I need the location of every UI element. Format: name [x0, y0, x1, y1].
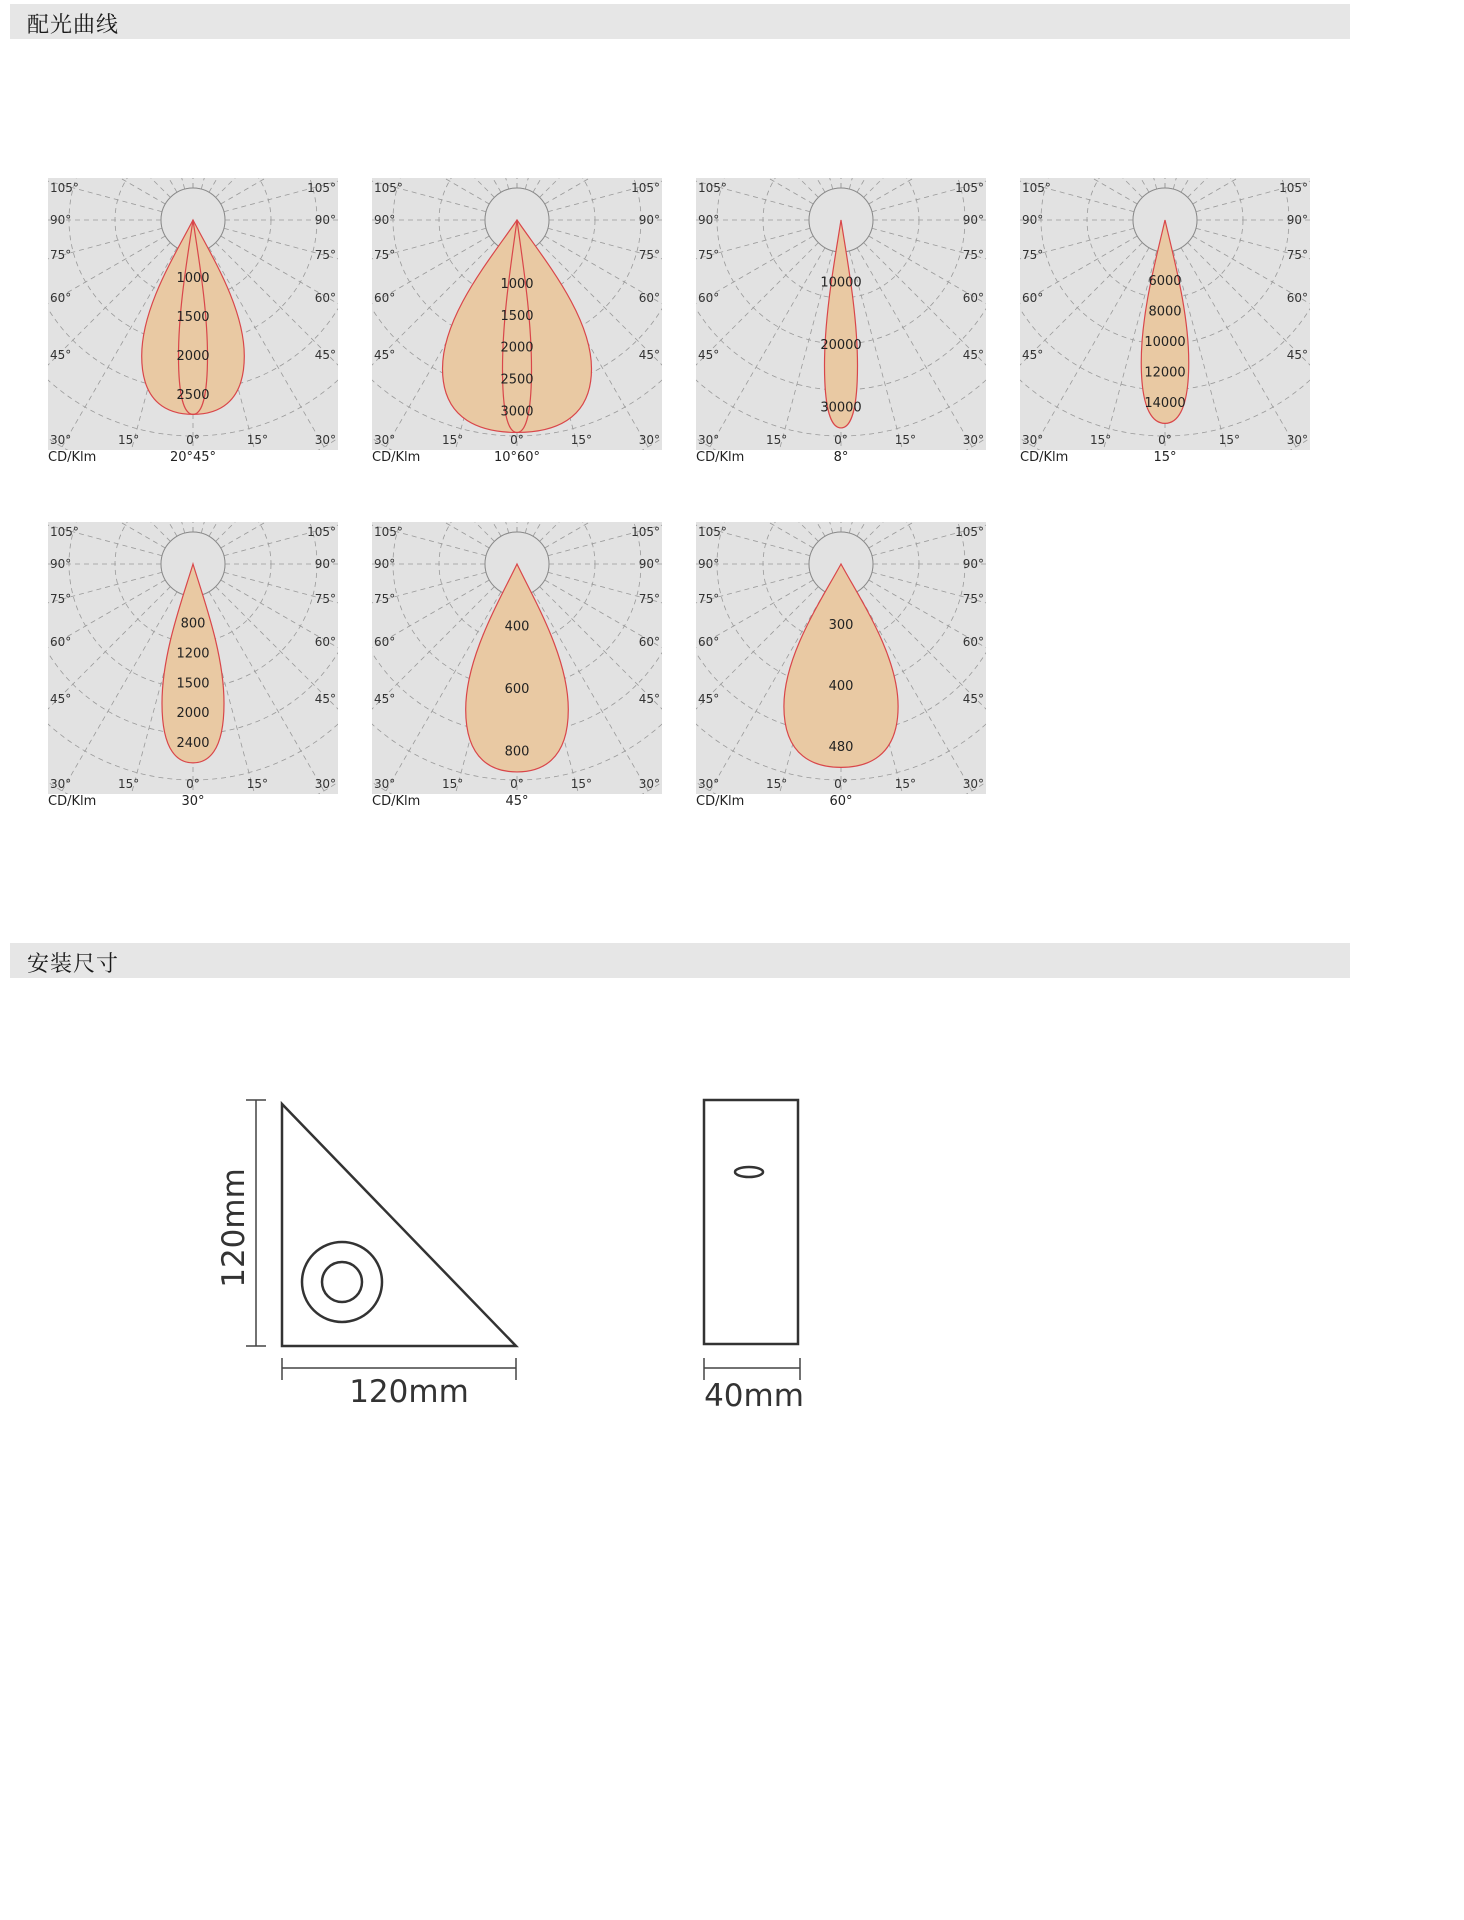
beam-angle-label: 45° — [505, 794, 529, 809]
intensity-label: 1200 — [176, 646, 210, 662]
intensity-label: 400 — [828, 679, 854, 695]
angle-label-left: 45° — [698, 692, 720, 706]
beam-angle-label: 60° — [829, 794, 853, 809]
intensity-label: 2500 — [500, 372, 534, 388]
angle-label-left: 60° — [1022, 291, 1044, 305]
intensity-label: 1000 — [176, 271, 210, 287]
angle-label-right: 75° — [638, 248, 660, 262]
angle-label-left: 90° — [50, 557, 72, 571]
angle-label-left: 45° — [374, 692, 396, 706]
angle-label-right: 75° — [638, 592, 660, 606]
angle-label-right: 45° — [638, 692, 660, 706]
angle-label-right: 30° — [638, 777, 660, 791]
intensity-label: 14000 — [1144, 396, 1186, 412]
angle-label-right: 75° — [1286, 248, 1308, 262]
angle-label-right: 15° — [894, 777, 916, 791]
angle-label-center: 0° — [834, 433, 848, 447]
side-width-label: 40mm — [704, 1378, 804, 1414]
intensity-label: 6000 — [1148, 274, 1182, 290]
angle-label-right: 60° — [962, 635, 984, 649]
unit-label: CD/Klm — [372, 794, 421, 809]
angle-label-right: 105° — [955, 525, 984, 539]
intensity-label: 800 — [504, 744, 530, 760]
angle-label-right: 45° — [962, 692, 984, 706]
angle-label-left: 105° — [374, 525, 403, 539]
angle-label-left: 75° — [374, 248, 396, 262]
angle-label-right: 105° — [307, 181, 336, 195]
angle-label-right: 75° — [962, 248, 984, 262]
angle-label-left: 15° — [766, 433, 788, 447]
angle-label-left: 15° — [442, 777, 464, 791]
angle-label-left: 45° — [1022, 348, 1044, 362]
angle-label-right: 30° — [1286, 433, 1308, 447]
angle-label-right: 15° — [1218, 433, 1240, 447]
angle-label-left: 30° — [1022, 433, 1044, 447]
unit-label: CD/Klm — [48, 450, 97, 465]
angle-label-left: 15° — [118, 777, 140, 791]
angle-label-right: 45° — [314, 348, 336, 362]
angle-label-left: 75° — [50, 592, 72, 606]
angle-label-left: 60° — [698, 635, 720, 649]
angle-label-left: 105° — [50, 181, 79, 195]
angle-label-left: 30° — [698, 433, 720, 447]
angle-label-right: 60° — [638, 635, 660, 649]
angle-label-center: 0° — [186, 777, 200, 791]
angle-label-right: 90° — [314, 557, 336, 571]
intensity-label: 300 — [828, 618, 854, 634]
angle-label-right: 75° — [314, 592, 336, 606]
angle-label-right: 105° — [631, 181, 660, 195]
intensity-label: 2500 — [176, 387, 210, 403]
section-title: 配光曲线 — [27, 13, 120, 38]
angle-label-left: 45° — [698, 348, 720, 362]
intensity-label: 10000 — [1144, 335, 1186, 351]
angle-label-center: 0° — [510, 777, 524, 791]
unit-label: CD/Klm — [696, 794, 745, 809]
intensity-label: 2000 — [176, 706, 210, 722]
angle-label-left: 60° — [50, 635, 72, 649]
angle-label-left: 30° — [50, 777, 72, 791]
beam-angle-label: 15° — [1153, 450, 1177, 465]
angle-label-left: 60° — [698, 291, 720, 305]
angle-label-left: 90° — [50, 213, 72, 227]
angle-label-center: 0° — [834, 777, 848, 791]
section-title: 安装尺寸 — [27, 952, 120, 977]
angle-label-right: 30° — [638, 433, 660, 447]
angle-label-right: 90° — [638, 557, 660, 571]
intensity-label: 480 — [828, 740, 854, 756]
angle-label-right: 105° — [1279, 181, 1308, 195]
angle-label-left: 75° — [698, 248, 720, 262]
triangle-width-label: 120mm — [349, 1374, 469, 1410]
angle-label-right: 45° — [638, 348, 660, 362]
angle-label-left: 30° — [374, 777, 396, 791]
angle-label-left: 105° — [1022, 181, 1051, 195]
angle-label-right: 45° — [962, 348, 984, 362]
angle-label-right: 90° — [314, 213, 336, 227]
intensity-label: 800 — [180, 616, 206, 632]
angle-label-left: 75° — [50, 248, 72, 262]
intensity-label: 2000 — [500, 340, 534, 356]
angle-label-left: 45° — [50, 692, 72, 706]
angle-label-left: 60° — [374, 291, 396, 305]
beam-angle-label: 10°60° — [493, 450, 541, 465]
angle-label-left: 30° — [698, 777, 720, 791]
angle-label-right: 105° — [631, 525, 660, 539]
angle-label-left: 90° — [374, 213, 396, 227]
angle-label-right: 60° — [638, 291, 660, 305]
intensity-label: 2400 — [176, 735, 210, 751]
angle-label-left: 60° — [50, 291, 72, 305]
unit-label: CD/Klm — [372, 450, 421, 465]
angle-label-right: 90° — [1286, 213, 1308, 227]
angle-label-left: 15° — [442, 433, 464, 447]
beam-angle-label: 30° — [181, 794, 205, 809]
angle-label-right: 15° — [570, 777, 592, 791]
angle-label-right: 15° — [246, 433, 268, 447]
side-view — [704, 1100, 804, 1414]
mounting-slot — [735, 1167, 763, 1177]
angle-label-left: 15° — [118, 433, 140, 447]
angle-label-right: 15° — [570, 433, 592, 447]
intensity-label: 10000 — [820, 275, 862, 291]
intensity-label: 1000 — [500, 276, 534, 292]
intensity-label: 400 — [504, 619, 530, 635]
intensity-label: 1500 — [176, 676, 210, 692]
intensity-label: 30000 — [820, 400, 862, 416]
angle-label-left: 30° — [374, 433, 396, 447]
angle-label-right: 60° — [314, 291, 336, 305]
angle-label-left: 105° — [50, 525, 79, 539]
angle-label-right: 105° — [307, 525, 336, 539]
angle-label-right: 45° — [314, 692, 336, 706]
intensity-label: 1500 — [176, 310, 210, 326]
angle-label-right: 105° — [955, 181, 984, 195]
angle-label-left: 75° — [374, 592, 396, 606]
angle-label-center: 0° — [1158, 433, 1172, 447]
intensity-label: 20000 — [820, 337, 862, 353]
angle-label-left: 45° — [50, 348, 72, 362]
beam-angle-label: 8° — [833, 450, 849, 465]
intensity-label: 12000 — [1144, 365, 1186, 381]
angle-label-right: 15° — [246, 777, 268, 791]
unit-label: CD/Klm — [696, 450, 745, 465]
angle-label-right: 60° — [962, 291, 984, 305]
intensity-label: 3000 — [500, 404, 534, 420]
angle-label-right: 30° — [962, 433, 984, 447]
intensity-label: 2000 — [176, 348, 210, 364]
angle-label-right: 30° — [962, 777, 984, 791]
intensity-label: 1500 — [500, 308, 534, 324]
angle-label-right: 30° — [314, 433, 336, 447]
angle-label-left: 60° — [374, 635, 396, 649]
triangle-height-label: 120mm — [216, 1168, 252, 1288]
angle-label-left: 90° — [374, 557, 396, 571]
triangle-front-view — [216, 1100, 516, 1410]
lens-inner-ring — [322, 1262, 362, 1302]
angle-label-left: 15° — [1090, 433, 1112, 447]
angle-label-right: 30° — [314, 777, 336, 791]
angle-label-right: 90° — [962, 557, 984, 571]
angle-label-left: 105° — [374, 181, 403, 195]
angle-label-right: 60° — [1286, 291, 1308, 305]
intensity-label: 600 — [504, 681, 530, 697]
beam-angle-label: 20°45° — [169, 450, 217, 465]
angle-label-left: 15° — [766, 777, 788, 791]
angle-label-left: 90° — [698, 213, 720, 227]
angle-label-right: 90° — [962, 213, 984, 227]
angle-label-left: 105° — [698, 181, 727, 195]
angle-label-right: 60° — [314, 635, 336, 649]
angle-label-right: 45° — [1286, 348, 1308, 362]
intensity-label: 8000 — [1148, 304, 1182, 320]
angle-label-center: 0° — [186, 433, 200, 447]
angle-label-left: 75° — [698, 592, 720, 606]
lens-outer-ring — [302, 1242, 382, 1322]
unit-label: CD/Klm — [1020, 450, 1069, 465]
unit-label: CD/Klm — [48, 794, 97, 809]
angle-label-left: 90° — [698, 557, 720, 571]
angle-label-left: 30° — [50, 433, 72, 447]
angle-label-right: 75° — [962, 592, 984, 606]
angle-label-center: 0° — [510, 433, 524, 447]
angle-label-right: 90° — [638, 213, 660, 227]
angle-label-left: 105° — [698, 525, 727, 539]
angle-label-left: 75° — [1022, 248, 1044, 262]
angle-label-left: 45° — [374, 348, 396, 362]
angle-label-right: 15° — [894, 433, 916, 447]
angle-label-left: 90° — [1022, 213, 1044, 227]
angle-label-right: 75° — [314, 248, 336, 262]
